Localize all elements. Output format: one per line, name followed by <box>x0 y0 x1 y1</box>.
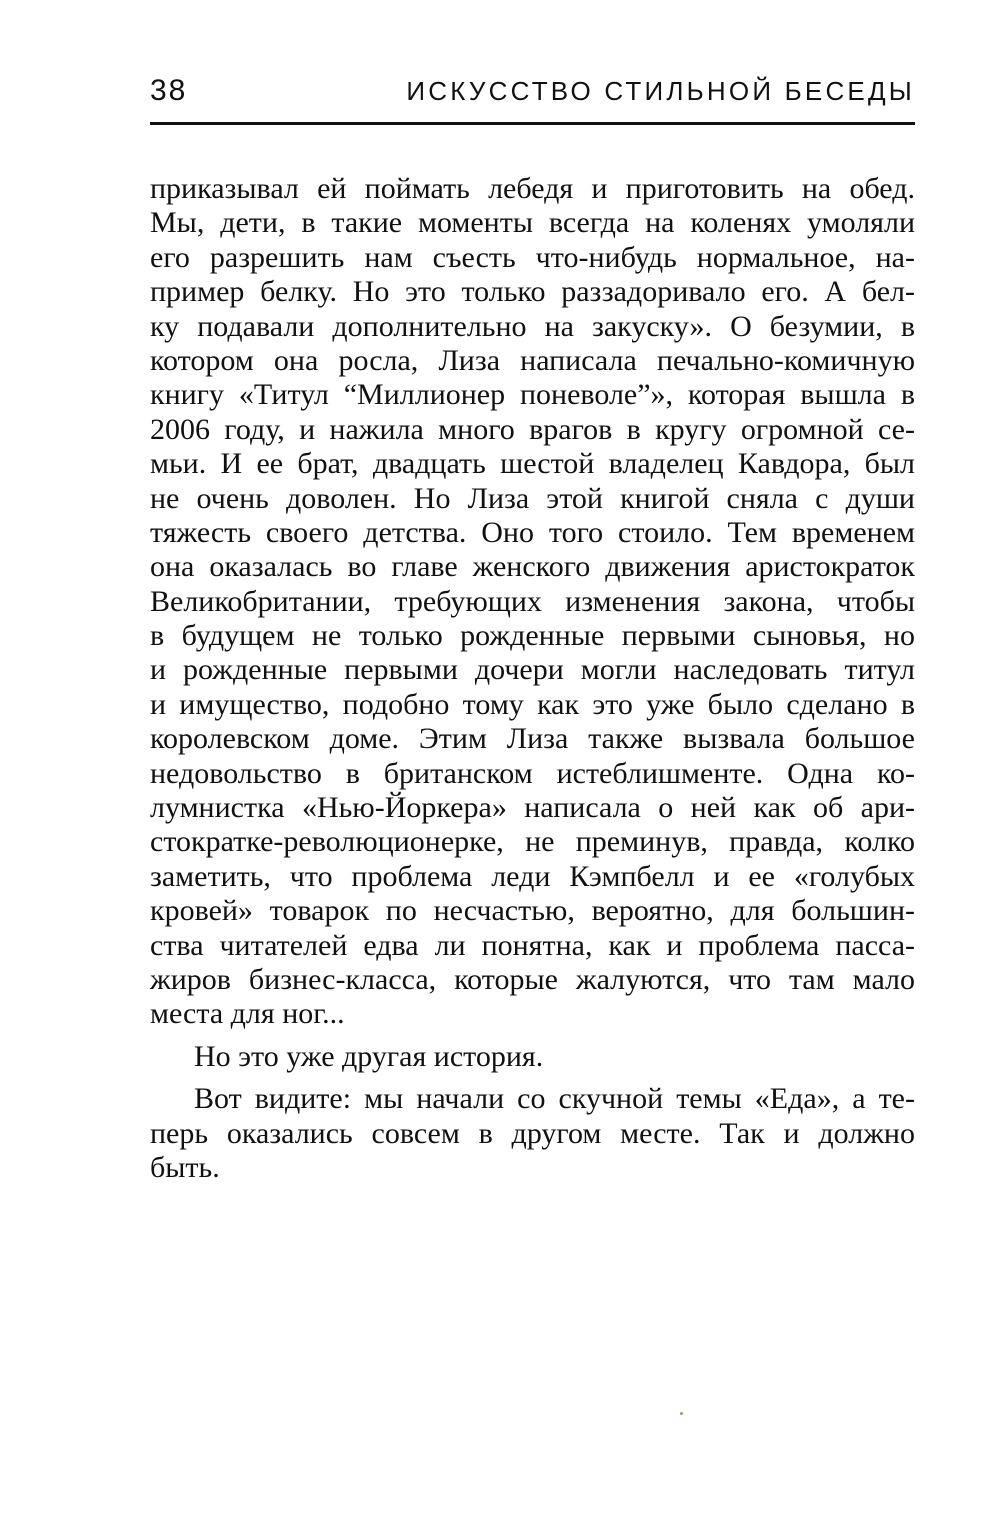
text-line: котором она росла, Лиза написала печально-комичную <box>150 343 915 377</box>
text-line: королевском доме. Этим Лиза также вызвала большое <box>150 722 915 756</box>
text-line: стократке-революционерке, не преминув, правда, колко <box>150 825 915 859</box>
text-line: недовольство в британском истеблишменте. Одна ко- <box>150 756 915 790</box>
paragraph-3 <box>150 1082 915 1185</box>
text-line: тяжесть своего детства. Оно того стоило. Тем временем <box>150 515 915 549</box>
text-line: Мы, дети, в такие моменты всегда на коленях умоляли <box>150 206 915 240</box>
page-header <box>150 70 915 120</box>
text-line: лумнистка «Нью-Йоркера» написала о ней как об ари- <box>150 791 915 825</box>
text-line: места для ног... <box>150 997 345 1031</box>
header-rule <box>150 122 915 125</box>
text-line: пример белку. Но это только раззадоривало его. А бел- <box>150 275 915 309</box>
text-line: быть. <box>150 1150 220 1184</box>
text-line: в будущем не только рожденные первыми сыновья, но <box>150 619 915 653</box>
text-line: мьи. И ее брат, двадцать шестой владелец Кавдора, был <box>150 447 915 481</box>
text-line: ку подавали дополнительно на закуску». О безумии, в <box>150 309 915 343</box>
paragraph-1 <box>150 172 915 1032</box>
text-line: она оказалась во главе женского движения аристократок <box>150 550 915 584</box>
text-line: его разрешить нам съесть что-нибудь нормальное, на- <box>150 240 915 274</box>
print-speck <box>680 1412 683 1415</box>
text-line: кровей» товарок по несчастью, вероятно, для большин- <box>150 894 915 928</box>
text-line: жиров бизнес-класса, которые жалуются, что там мало <box>150 962 915 996</box>
text-line: приказывал ей поймать лебедя и приготовить на обед. <box>150 172 915 205</box>
text-line: и рожденные первыми дочери могли наследовать титул <box>150 653 915 687</box>
text-line: Вот видите: мы начали со скучной темы «Еда», а те- <box>194 1082 915 1116</box>
text-line: 2006 году, и нажила много врагов в кругу огромной се- <box>150 412 915 446</box>
text-line: не очень доволен. Но Лиза этой книгой сняла с души <box>150 481 915 515</box>
paragraph-2 <box>150 1040 915 1074</box>
text-line: Великобритании, требующих изменения закона, чтобы <box>150 584 915 618</box>
page-number: 38 <box>150 74 188 107</box>
text-line: ства читателей едва ли понятна, как и проблема пасса- <box>150 928 915 962</box>
text-line: и имущество, подобно тому как это уже было сделано в <box>150 687 915 721</box>
text-line: перь оказались совсем в другом месте. Так и должно <box>150 1116 915 1150</box>
text-line: заметить, что проблема леди Кэмпбелл и ее «голубых <box>150 859 915 893</box>
text-line: Но это уже другая история. <box>194 1039 544 1073</box>
body-text <box>150 172 915 1185</box>
text-line: книгу «Титул “Миллионер поневоле”», которая вышла в <box>150 378 915 412</box>
running-title: ИСКУССТВО СТИЛЬНОЙ БЕСЕДЫ <box>406 76 915 106</box>
